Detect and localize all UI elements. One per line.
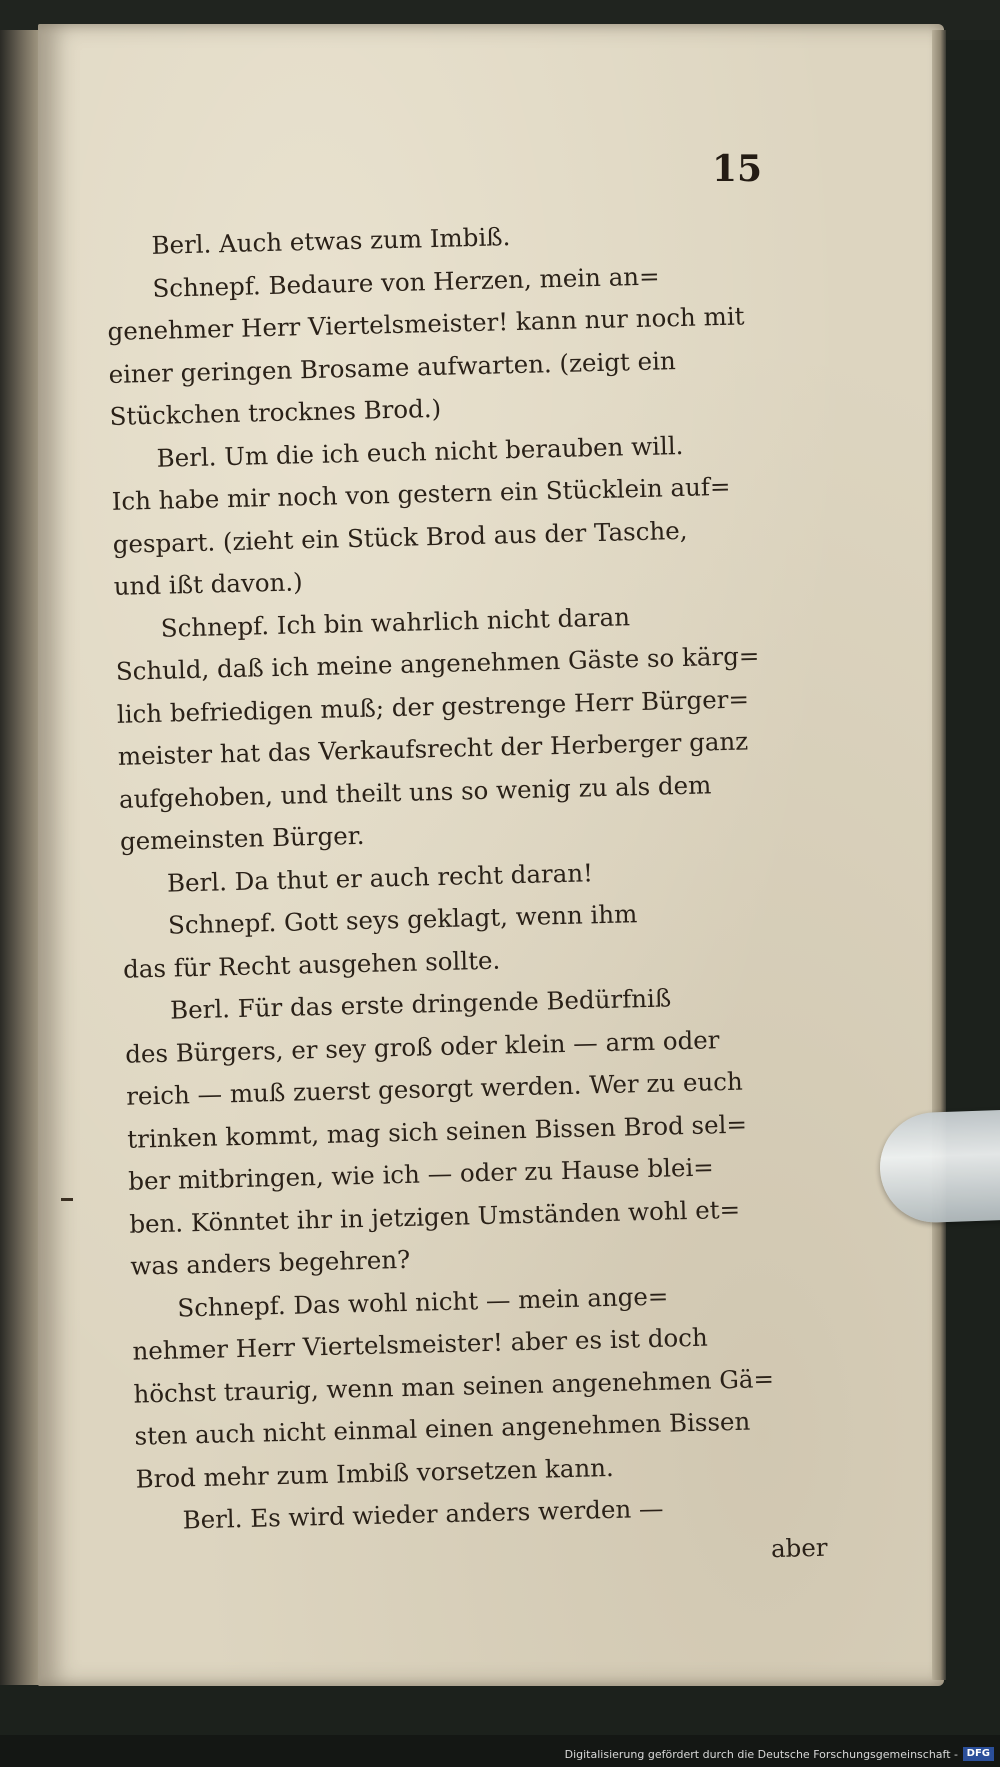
text-line: Schuld, daß ich meine angenehmen Gäste so kärg=	[115, 641, 760, 686]
text-line: Berl. Für das erste dringende Bedürfniß	[169, 983, 672, 1025]
text-line: sten auch nicht einmal einen angenehmen Bissen	[134, 1406, 751, 1451]
text-line: Stückchen trocknes Brod.)	[109, 393, 442, 431]
text-line: Brod mehr zum Imbiß vorsetzen kann.	[135, 1452, 615, 1494]
text-line: Berl. Es wird wieder anders werden —	[182, 1493, 664, 1535]
text-line: Schnepf. Ich bin wahrlich nicht daran	[160, 601, 631, 643]
text-line: was anders begehren?	[130, 1244, 411, 1281]
text-line: Schnepf. Gott seys geklagt, wenn ihm	[167, 899, 638, 940]
text-line: ben. Könntet ihr in jetzigen Umständen wohl et=	[129, 1194, 741, 1239]
text-line: das für Recht ausgehen sollte.	[122, 945, 501, 984]
text-line: trinken kommt, mag sich seinen Bissen Brod sel=	[126, 1109, 748, 1154]
text-line: lich befriedigen muß; der gestrenge Herr Bürger=	[116, 683, 750, 729]
margin-mark	[61, 1198, 73, 1201]
text-line: gespart. (zieht ein Stück Brod aus der Tasche,	[112, 515, 688, 559]
page-number: 15	[712, 148, 763, 190]
text-line: nehmer Herr Viertelsmeister! aber es ist doch	[132, 1322, 709, 1366]
text-line: des Bürgers, er sey groß oder klein — arm oder	[124, 1024, 720, 1069]
text-line: Berl. Um die ich euch nicht berauben will.	[156, 430, 684, 473]
text-line: gemeinsten Bürger.	[119, 820, 365, 856]
page-text	[105, 209, 828, 1585]
text-line: genehmer Herr Viertelsmeister! kann nur noch mit	[107, 301, 745, 346]
text-line: ber mitbringen, wie ich — oder zu Hause blei=	[127, 1152, 715, 1196]
bookmark-clip	[878, 1110, 1000, 1224]
text-line: Berl. Da thut er auch recht daran!	[166, 857, 594, 898]
text-line: reich — muß zuerst gesorgt werden. Wer zu euch	[125, 1066, 744, 1111]
text-line: höchst traurig, wenn man seinen angenehmen Gä=	[133, 1363, 775, 1409]
catchword: aber	[770, 1532, 828, 1563]
digitization-credit: Digitalisierung gefördert durch die Deutsche Forschungsgemeinschaft -	[564, 1748, 958, 1761]
text-line: meister hat das Verkaufsrecht der Herberger ganz	[117, 726, 749, 771]
text-line: Berl. Auch etwas zum Imbiß.	[151, 222, 511, 260]
page-edge	[932, 30, 946, 1680]
text-line: Ich habe mir noch von gestern ein Stücklein auf=	[111, 471, 731, 516]
text-line: einer geringen Brosame aufwarten. (zeigt ein	[108, 345, 677, 389]
dfg-logo: DFG	[963, 1747, 994, 1761]
text-line: Schnepf. Das wohl nicht — mein ange=	[177, 1281, 669, 1323]
text-line: und ißt davon.)	[113, 567, 303, 601]
text-line: Schnepf. Bedaure von Herzen, mein an=	[152, 260, 660, 303]
text-line: aufgehoben, und theilt uns so wenig zu als dem	[118, 769, 712, 814]
